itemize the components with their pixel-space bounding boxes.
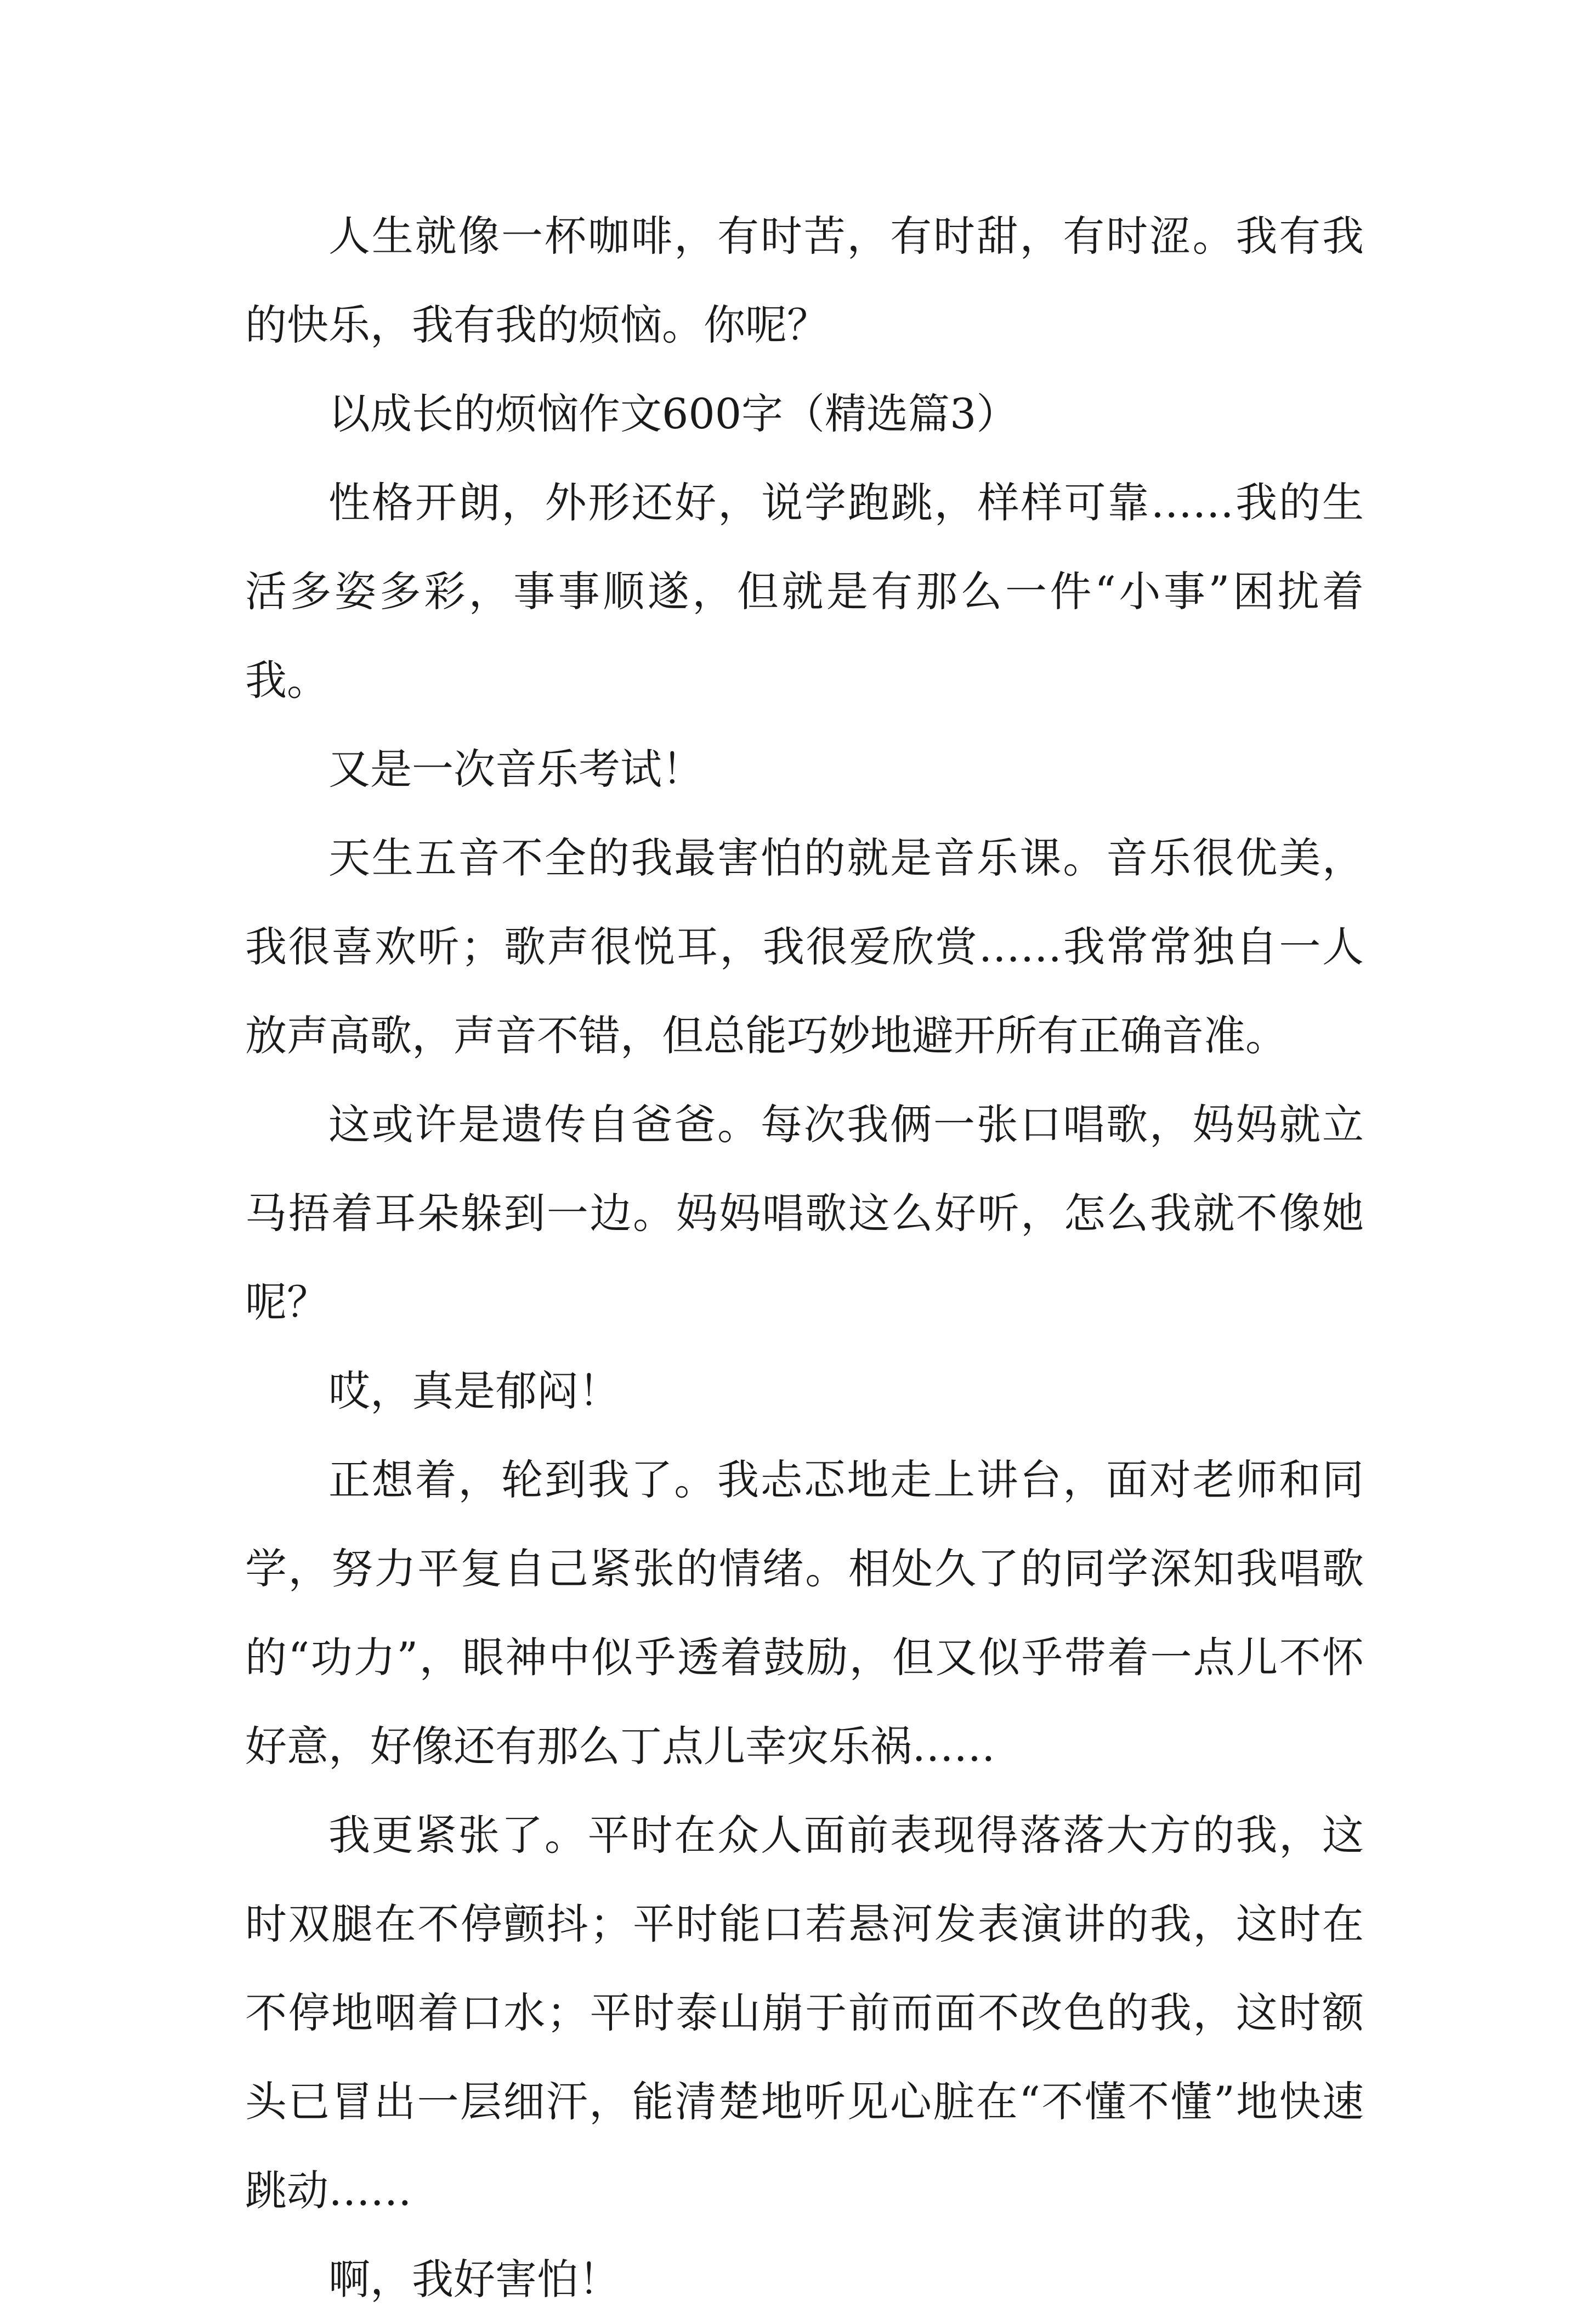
paragraph: 性格开朗，外形还好，说学跑跳，样样可靠……我的生活多姿多彩，事事顺遂，但就是有那么一件“小事”困扰着我。 bbox=[245, 478, 1364, 705]
paragraph: 正想着，轮到我了。我忐忑地走上讲台，面对老师和同学，努力平复自己紧张的情绪。相处久了的同学深知我唱歌的“功力”，眼神中似乎透着鼓励，但又似乎带着一点儿不怀好意，好像还有那么丁点儿幸灾乐祸…… bbox=[245, 1455, 1364, 1771]
paragraph: 哎，真是郁闷！ bbox=[328, 1367, 620, 1415]
paragraph: 这或许是遗传自爸爸。每次我俩一张口唱歌，妈妈就立马捂着耳朵躲到一边。妈妈唱歌这么好听，怎么我就不像她呢？ bbox=[245, 1100, 1364, 1327]
paragraph: 我更紧张了。平时在众人面前表现得落落大方的我，这时双腿在不停颤抖；平时能口若悬河发表演讲的我，这时在不停地咽着口水；平时泰山崩于前而面不改色的我，这时额头已冒出一层细汗，能清楚地听见心脏在“不懂不懂”地快速跳动…… bbox=[245, 1811, 1364, 2215]
paragraph: 天生五音不全的我最害怕的就是音乐课。音乐很优美，我很喜欢听；歌声很悦耳，我很爱欣赏……我常常独自一人放声高歌，声音不错，但总能巧妙地避开所有正确音准。 bbox=[245, 834, 1364, 1060]
section-heading: 以成长的烦恼作文600字（精选篇3） bbox=[328, 389, 1018, 438]
paragraph: 又是一次音乐考试！ bbox=[328, 745, 704, 793]
paragraph: 人生就像一杯咖啡，有时苦，有时甜，有时涩。我有我的快乐，我有我的烦恼。你呢？ bbox=[245, 212, 1364, 349]
paragraph: 啊，我好害怕！ bbox=[328, 2255, 620, 2304]
document-body bbox=[245, 192, 1364, 2324]
